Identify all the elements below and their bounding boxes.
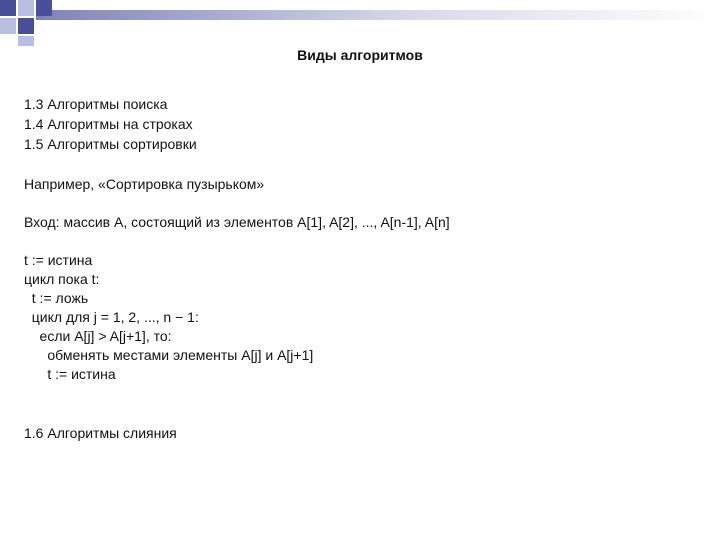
input-description: Вход: массив A, состоящий из элементов A[1], A[2], ..., A[n-1], A[n]	[24, 214, 450, 230]
list-item-merge: 1.6 Алгоритмы слияния	[24, 425, 177, 441]
decor-square-4	[0, 18, 16, 34]
header-decoration	[0, 0, 720, 46]
code-line-6: обменять местами элементы A[j] и A[j+1]	[24, 347, 314, 363]
list-item-search: 1.3 Алгоритмы поиска	[24, 96, 168, 112]
decor-square-2	[18, 0, 34, 16]
slide-title: Виды алгоритмов	[297, 47, 423, 63]
code-line-2: цикл пока t:	[24, 271, 100, 287]
list-item-sorting: 1.5 Алгоритмы сортировки	[24, 136, 197, 152]
decor-square-6	[18, 36, 34, 46]
code-line-3: t := ложь	[24, 290, 89, 306]
header-gradient-band	[36, 10, 720, 20]
list-item-strings: 1.4 Алгоритмы на строках	[24, 116, 193, 132]
code-line-5: если A[j] > A[j+1], то:	[24, 328, 172, 344]
decor-square-3	[36, 0, 52, 16]
decor-square-1	[0, 0, 16, 16]
code-line-1: t := истина	[24, 252, 93, 268]
example-heading: Например, «Сортировка пузырьком»	[24, 176, 265, 192]
code-line-7: t := истина	[24, 366, 116, 382]
code-line-4: цикл для j = 1, 2, ..., n − 1:	[24, 309, 199, 325]
decor-square-5	[18, 18, 34, 34]
